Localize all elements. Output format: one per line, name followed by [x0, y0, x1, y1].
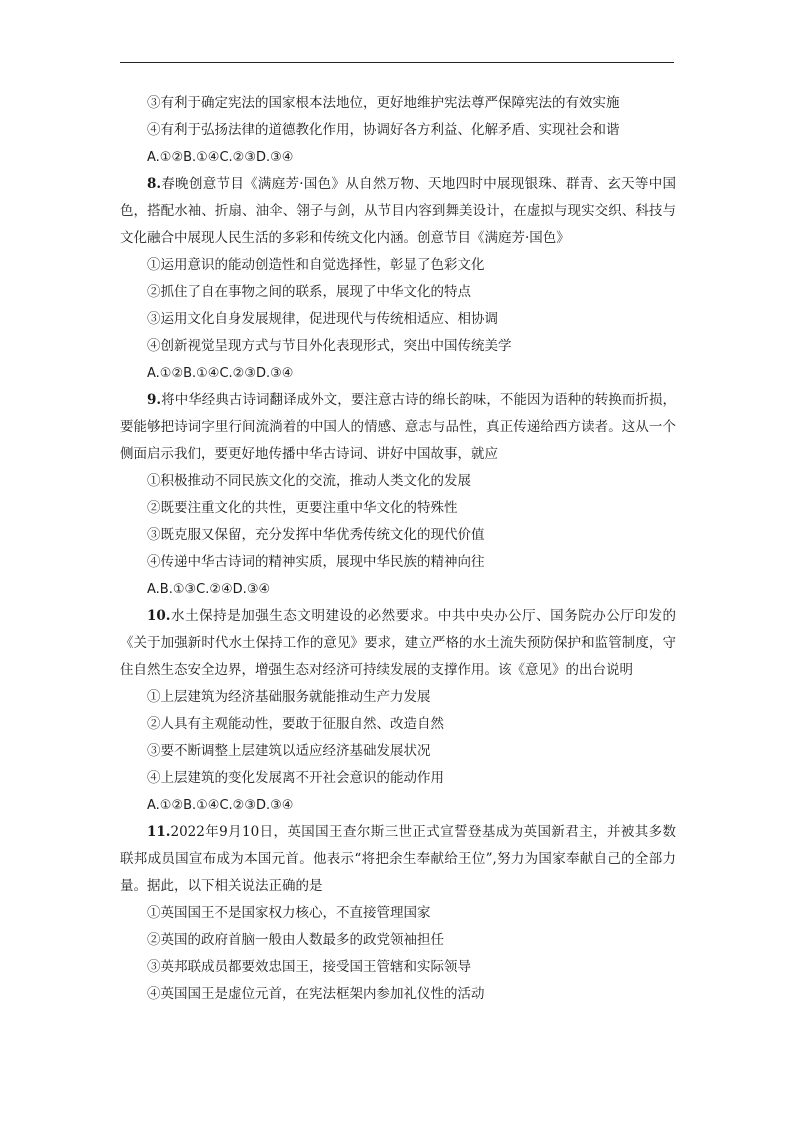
question-8-answers: A.①②B.①④C.②③D.③④	[147, 366, 294, 381]
question-8-option: ②抓住了自在事物之间的联系，展现了中华文化的特点	[147, 284, 471, 300]
question-10-stem: 10.水土保持是加强生态文明建设的必然要求。中共中央办公厅、国务院办公厅印发的《关于加强新时代水土保持工作的意见》要求，建立严格的水土流失预防保护和监管制度，守住自然生态安全边界，增强生态对经济可持续发展的支撑作用。该《意见》的出台说明	[120, 608, 676, 678]
question-10-answers: A.①②B.①④C.②③D.③④	[147, 798, 294, 813]
question-10-option: ③要不断调整上层建筑以适应经济基础发展状况	[147, 743, 431, 759]
question-9-stem: 9.将中华经典古诗词翻译成外文，要注意古诗的绵长韵味，不能因为语种的转换而折损，要能够把诗词字里行间流淌着的中国人的情感、意志与品性，真正传递给西方读者。这从一个侧面启示我们，要更好地传播中华古诗词、讲好中国故事，就应	[120, 392, 676, 462]
question-11-option: ④英国国王是虚位元首，在宪法框架内参加礼仪性的活动	[147, 986, 485, 1002]
question-11-option: ②英国的政府首脑一般由人数最多的政党领袖担任	[147, 932, 444, 948]
question-10-option: ①上层建筑为经济基础服务就能推动生产力发展	[147, 689, 431, 705]
question-9-option: ④传递中华古诗词的精神实质，展现中华民族的精神向往	[147, 554, 485, 570]
question-8-option: ④创新视觉呈现方式与节目外化表现形式，突出中国传统美学	[147, 338, 512, 354]
option-line: ③有利于确定宪法的国家根本法地位，更好地维护宪法尊严保障宪法的有效实施	[147, 95, 620, 111]
question-9-option: ③既克服又保留，充分发挥中华优秀传统文化的现代价值	[147, 527, 485, 543]
page-content	[120, 90, 676, 1008]
question-8-stem: 8.春晚创意节目《满庭芳·国色》从自然万物、天地四时中展现银珠、群青、玄天等中国色，搭配水袖、折扇、油伞、翎子与剑，从节目内容到舞美设计，在虚拟与现实交织、科技与文化融合中展现人民生活的多彩和传统文化内涵。创意节目《满庭芳·国色》	[120, 176, 676, 246]
question-8-option: ①运用意识的能动创造性和自觉选择性，彰显了色彩文化	[147, 257, 485, 273]
question-10-option: ④上层建筑的变化发展离不开社会意识的能动作用	[147, 770, 444, 786]
answer-choices: A.①②B.①④C.②③D.③④	[147, 150, 294, 165]
question-number: 8.	[147, 176, 162, 192]
question-number: 10.	[147, 608, 171, 624]
question-11-stem: 11.2022年9月10日，英国国王查尔斯三世正式宣誓登基成为英国新君主，并被其多数联邦成员国宣布成为本国元首。他表示“将把余生奉献给王位”,努力为国家奉献自己的全部力量。据此，以下相关说法正确的是	[120, 824, 676, 894]
question-11-option: ③英邦联成员都要效忠国王，接受国王管辖和实际领导	[147, 959, 471, 975]
question-9-option: ②既要注重文化的共性，更要注重中华文化的特殊性	[147, 500, 458, 516]
question-number: 9.	[147, 392, 162, 408]
question-11-option: ①英国国王不是国家权力核心，不直接管理国家	[147, 905, 431, 921]
option-line: ④有利于弘扬法律的道德教化作用，协调好各方利益、化解矛盾、实现社会和谐	[147, 122, 620, 138]
header-rule	[120, 62, 674, 63]
question-8-option: ③运用文化自身发展规律，促进现代与传统相适应、相协调	[147, 311, 498, 327]
question-9-answers: A.B.①③C.②④D.③④	[147, 582, 271, 597]
question-10-option: ②人具有主观能动性，要敢于征服自然、改造自然	[147, 716, 444, 732]
question-9-option: ①积极推动不同民族文化的交流，推动人类文化的发展	[147, 473, 471, 489]
question-number: 11.	[147, 824, 171, 840]
